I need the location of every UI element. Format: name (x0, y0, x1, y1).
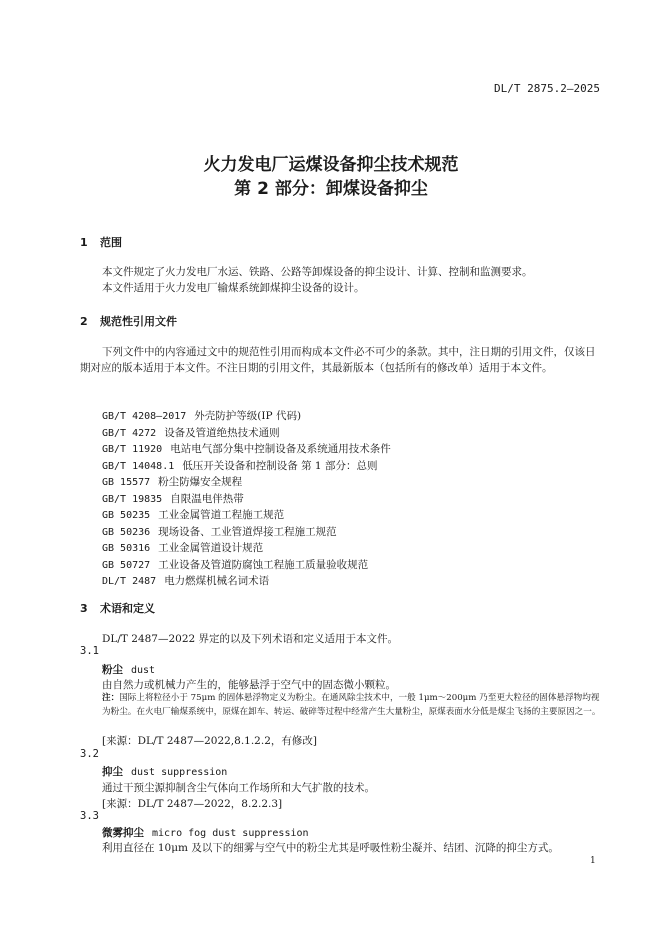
reference-item (102, 507, 284, 522)
reference-title: 设备及管道绝热技术通则 (164, 426, 280, 439)
reference-code: GB/T 11920 (102, 444, 163, 455)
reference-item (102, 491, 244, 506)
term-name-en: dust suppression (131, 767, 228, 778)
reference-title: 低压开关设备和控制设备 第 1 部分：总则 (182, 459, 378, 472)
reference-title: 工业设备及管道防腐蚀工程施工质量验收规范 (158, 558, 369, 571)
scope-paragraph-2: 本文件适用于火力发电厂输煤系统卸煤抑尘设备的设计。 (102, 282, 365, 294)
section-2-heading (80, 313, 177, 329)
term-name-zh: 微雾抑尘 (102, 827, 144, 839)
term-clause-number: 3.2 (80, 748, 99, 760)
reference-title: 工业金属管道设计规范 (158, 542, 264, 554)
term-definition: 通过干预尘源抑制含尘气体向工作场所和大气扩散的技术。 (102, 782, 375, 794)
reference-code: GB 15577 (102, 477, 151, 488)
term-source: [来源：DL/T 2487—2022,8.1.2.2，有修改] (102, 735, 317, 747)
reference-code: GB/T 4272 (102, 427, 157, 439)
section-number: 3 (80, 602, 88, 615)
reference-title: 电力燃煤机械名词术语 (164, 575, 270, 587)
note-text: 国际上将粒径小于 75μm 的固体悬浮物定义为粉尘。在通风除尘技术中，一般 1μm～200μm 乃至更大粒径的固体悬浮物均视为粉尘。在火电厂输煤系统中，原煤在卸车、转运、破碎等过程中经常产生大量粉尘，原煤表面水分低是煤尘飞扬的主要原因之一。 (102, 693, 601, 717)
reference-code: GB 50236 (102, 526, 151, 538)
terms-intro: DL/T 2487—2022 界定的以及下列术语和定义适用于本文件。 (102, 633, 399, 645)
document-title: 火力发电厂运煤设备抑尘技术规范 (203, 155, 459, 175)
reference-item (102, 540, 263, 555)
reference-item (102, 524, 337, 539)
term-name (102, 825, 309, 840)
reference-item (102, 425, 280, 440)
reference-item (102, 557, 368, 572)
reference-code: GB/T 19835 (102, 493, 163, 505)
reference-code: DL/T 2487 (102, 576, 157, 587)
standard-number: DL/T 2875.2—2025 (494, 82, 600, 95)
term-clause-number: 3.3 (80, 810, 99, 822)
reference-item (102, 474, 242, 489)
term-name-en: dust (131, 665, 156, 676)
term-definition: 利用直径在 10μm 及以下的细雾与空气中的粉尘尤其是呼吸性粉尘凝并、结团、沉降的抑尘方式。 (102, 842, 559, 854)
reference-item (102, 458, 377, 473)
reference-code: GB 50727 (102, 559, 151, 571)
document-subtitle: 第 2 部分：卸煤设备抑尘 (234, 179, 428, 199)
reference-item (102, 441, 391, 456)
page-number: 1 (590, 856, 596, 866)
term-name-zh: 粉尘 (102, 664, 123, 676)
section-title: 范围 (100, 236, 122, 249)
term-name (102, 662, 155, 677)
reference-title: 外壳防护等级(IP 代码) (194, 410, 302, 422)
reference-title: 电站电气部分集中控制设备及系统通用技术条件 (170, 443, 391, 455)
reference-title: 工业金属管道工程施工规范 (158, 509, 285, 521)
note-label: 注： (102, 693, 120, 703)
term-name-zh: 抑尘 (102, 766, 123, 778)
reference-title: 现场设备、工业管道焊接工程施工规范 (158, 525, 337, 538)
term-name-en: micro fog dust suppression (152, 828, 309, 839)
reference-item (102, 408, 301, 423)
section-number: 2 (80, 315, 88, 328)
reference-title: 粉尘防爆安全规程 (158, 476, 243, 488)
term-definition: 由自然力或机械力产生的，能够悬浮于空气中的固态微小颗粒。 (102, 679, 396, 691)
section-3-heading (80, 600, 155, 616)
reference-code: GB/T 4208—2017 (102, 411, 187, 422)
term-clause-number: 3.1 (80, 645, 99, 657)
term-name (102, 764, 227, 779)
section-number: 1 (80, 236, 88, 249)
term-note (102, 692, 602, 719)
reference-code: GB 50235 (102, 510, 151, 521)
section-1-heading (80, 234, 122, 250)
term-source: [来源：DL/T 2487—2022，8.2.2.3] (102, 798, 283, 810)
section-title: 术语和定义 (100, 602, 155, 615)
references-intro: 下列文件中的内容通过文中的规范性引用而构成本文件必不可少的条款。其中，注日期的引用文件，仅该日期对应的版本适用于本文件。不注日期的引用文件，其最新版本（包括所有的修改单）适用于本文件。 (80, 346, 596, 374)
reference-code: GB/T 14048.1 (102, 460, 175, 472)
reference-code: GB 50316 (102, 543, 151, 554)
section-title: 规范性引用文件 (100, 315, 177, 328)
reference-title: 自限温电伴热带 (170, 492, 244, 505)
scope-paragraph-1: 本文件规定了火力发电厂水运、铁路、公路等卸煤设备的抑尘设计、计算、控制和监测要求。 (102, 266, 533, 278)
reference-item (102, 573, 269, 588)
